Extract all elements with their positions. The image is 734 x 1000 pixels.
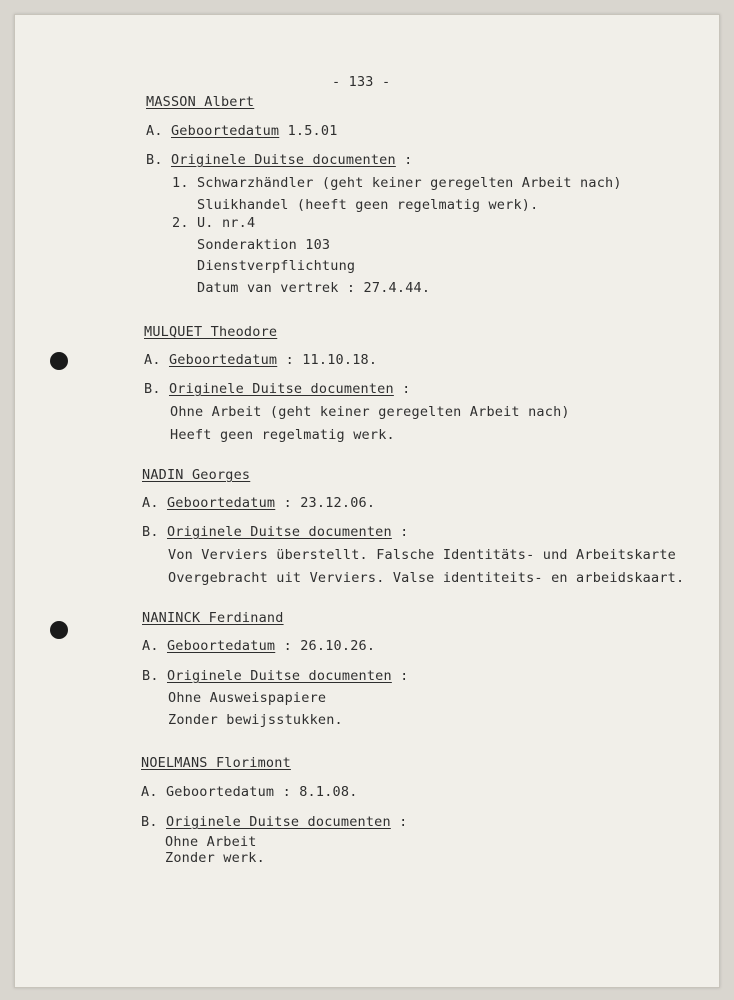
documents-row (142, 668, 409, 684)
birthdate-row (142, 638, 375, 654)
documents-row (144, 381, 411, 397)
punch-hole (50, 621, 68, 639)
birthdate-row (146, 123, 338, 139)
item-label: B. (146, 152, 163, 168)
field-colon: : (400, 668, 409, 684)
field-value: : 26.10.26. (283, 638, 376, 654)
document-line: Ohne Arbeit (geht keiner geregelten Arbeit nach) (170, 404, 570, 420)
document-line: 1. Schwarzhändler (geht keiner geregelten Arbeit nach) (172, 175, 622, 191)
item-label: A. (146, 123, 163, 139)
field-label: Geboortedatum (170, 123, 280, 139)
document-line: Zonder bewijsstukken. (168, 712, 343, 728)
field-value: 1.5.01 (287, 123, 338, 139)
document-line: Ohne Arbeit (165, 834, 257, 850)
field-value: : 11.10.18. (285, 352, 378, 368)
item-label: B. (141, 814, 158, 830)
punch-hole (50, 352, 68, 370)
field-label: Originele Duitse documenten (166, 668, 392, 684)
document-line: 2. U. nr.4 (172, 215, 256, 231)
birthdate-row (144, 352, 377, 368)
document-line: Sonderaktion 103 (197, 237, 331, 253)
entry-name: NADIN Georges (142, 467, 251, 483)
entry-name: NANINCK Ferdinand (142, 610, 284, 626)
document-line: Ohne Ausweispapiere (168, 690, 327, 706)
field-label: Geboortedatum (165, 784, 275, 800)
field-label: Originele Duitse documenten (165, 814, 391, 830)
document-line: Heeft geen regelmatig werk. (170, 427, 395, 443)
document-line: Zonder werk. (165, 850, 265, 866)
item-label: A. (142, 495, 159, 511)
document-line: Overgebracht uit Verviers. Valse identiteits- en arbeidskaart. (168, 570, 685, 586)
document-line: Von Verviers überstellt. Falsche Identitäts- und Arbeitskarte (168, 547, 676, 563)
documents-row (146, 152, 413, 168)
field-label: Geboortedatum (166, 495, 276, 511)
field-colon: : (400, 524, 409, 540)
document-line: Dienstverpflichtung (197, 258, 356, 274)
field-value: : 8.1.08. (282, 784, 358, 800)
documents-row (142, 524, 409, 540)
field-label: Geboortedatum (166, 638, 276, 654)
entry-name: NOELMANS Florimont (141, 755, 291, 771)
field-label: Originele Duitse documenten (166, 524, 392, 540)
item-label: B. (142, 668, 159, 684)
field-value: : 23.12.06. (283, 495, 376, 511)
birthdate-row (142, 495, 375, 511)
item-label: A. (142, 638, 159, 654)
page-number: - 133 - (332, 74, 391, 90)
documents-row (141, 814, 408, 830)
entry-name: MULQUET Theodore (144, 324, 278, 340)
field-label: Originele Duitse documenten (170, 152, 396, 168)
field-label: Geboortedatum (168, 352, 278, 368)
field-colon: : (402, 381, 411, 397)
item-label: A. (144, 352, 161, 368)
field-colon: : (404, 152, 413, 168)
item-label: B. (144, 381, 161, 397)
birthdate-row (141, 784, 358, 800)
item-label: A. (141, 784, 158, 800)
entry-name: MASSON Albert (146, 94, 255, 110)
field-colon: : (399, 814, 408, 830)
item-label: B. (142, 524, 159, 540)
field-label: Originele Duitse documenten (168, 381, 394, 397)
document-line: Datum van vertrek : 27.4.44. (197, 280, 431, 296)
document-line: Sluikhandel (heeft geen regelmatig werk). (197, 197, 539, 213)
